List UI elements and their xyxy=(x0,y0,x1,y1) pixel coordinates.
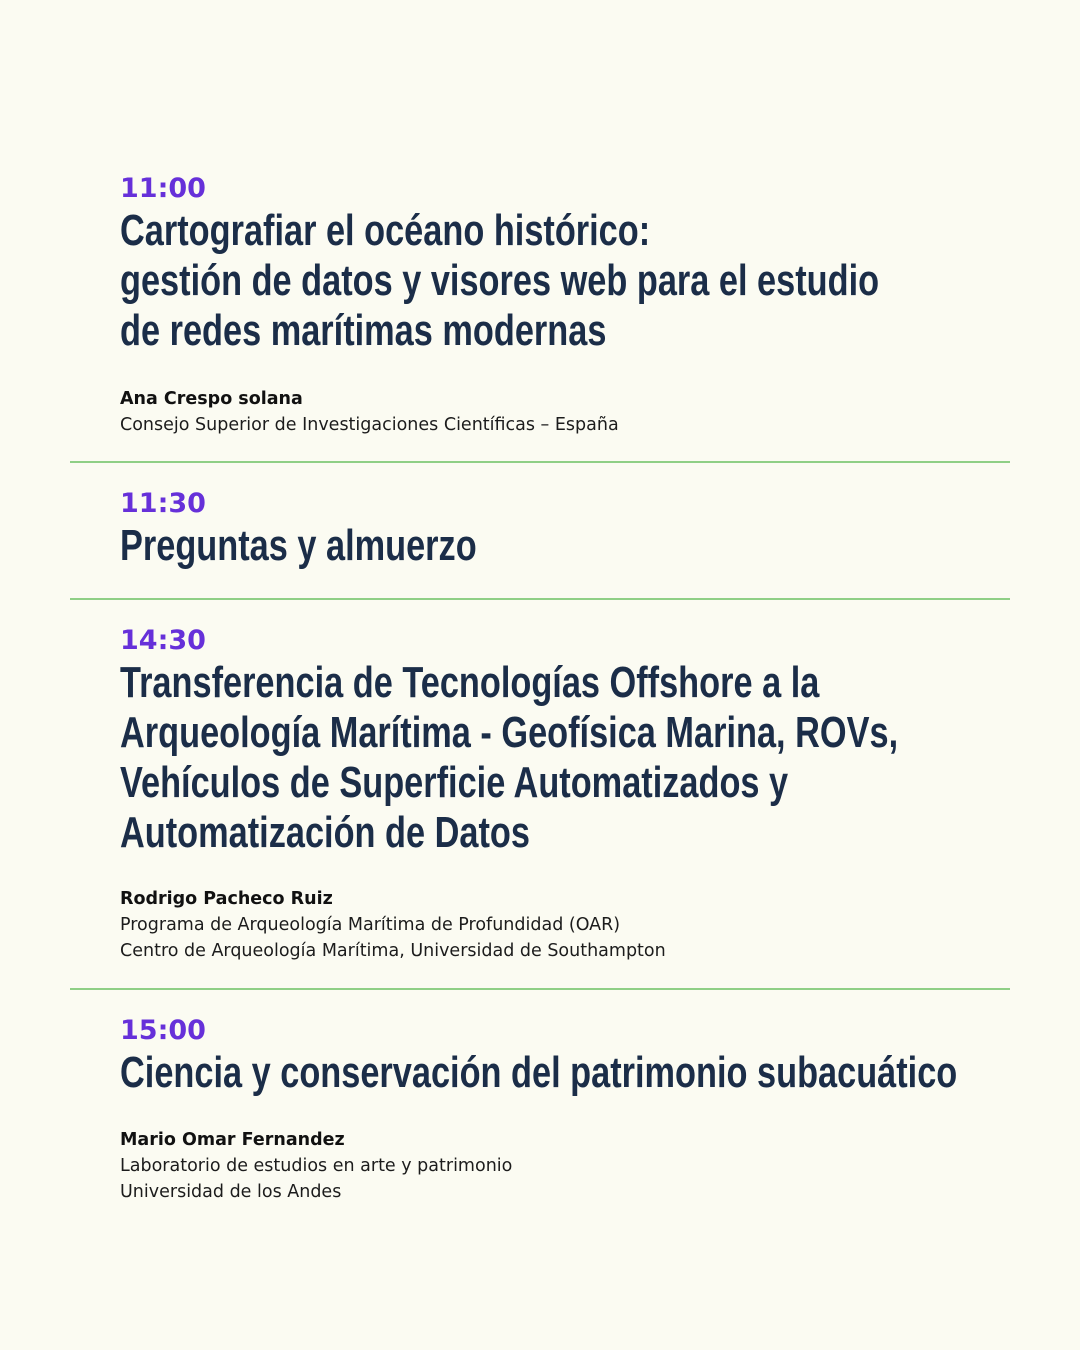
title-line: Automatización de Datos xyxy=(120,808,530,857)
divider xyxy=(70,598,1010,600)
title-line: Vehículos de Superficie Automatizados y xyxy=(120,758,789,807)
speaker-block xyxy=(120,886,1050,964)
session-title xyxy=(120,206,1048,356)
speaker-affiliation: Laboratorio de estudios en arte y patrimonio xyxy=(120,1156,513,1176)
title-line: Ciencia y conservación del patrimonio subacuático xyxy=(120,1048,958,1097)
speaker-affiliation: Universidad de los Andes xyxy=(120,1182,342,1202)
speaker-affiliation: Consejo Superior de Investigaciones Científicas – España xyxy=(120,415,619,435)
title-line: de redes marítimas modernas xyxy=(120,306,607,355)
title-line: Arqueología Marítima - Geofísica Marina, ROVs, xyxy=(120,708,899,757)
session-title xyxy=(120,521,1048,571)
speaker-name: Rodrigo Pacheco Ruiz xyxy=(120,889,333,909)
speaker-name: Mario Omar Fernandez xyxy=(120,1130,345,1150)
session-time: 14:30 xyxy=(120,625,206,656)
title-line: gestión de datos y visores web para el estudio xyxy=(120,256,880,305)
title-line: Transferencia de Tecnologías Offshore a la xyxy=(120,658,820,707)
session-1100 xyxy=(120,174,1050,356)
session-time: 11:00 xyxy=(120,173,206,204)
divider xyxy=(70,988,1010,990)
speaker-block xyxy=(120,386,1050,438)
session-title xyxy=(120,658,1048,858)
speaker-affiliation: Programa de Arqueología Marítima de Profundidad (OAR) xyxy=(120,915,621,935)
session-1130 xyxy=(120,489,1050,571)
title-line: Cartografiar el océano histórico: xyxy=(120,206,651,255)
session-1430 xyxy=(120,626,1050,858)
title-line: Preguntas y almuerzo xyxy=(120,521,477,570)
speaker-name: Ana Crespo solana xyxy=(120,389,303,409)
session-1500 xyxy=(120,1016,1050,1098)
speaker-affiliation: Centro de Arqueología Marítima, Universidad de Southampton xyxy=(120,941,666,961)
session-time: 11:30 xyxy=(120,488,206,519)
session-title xyxy=(120,1048,1048,1098)
divider xyxy=(70,461,1010,463)
speaker-block xyxy=(120,1127,1050,1205)
session-time: 15:00 xyxy=(120,1015,206,1046)
